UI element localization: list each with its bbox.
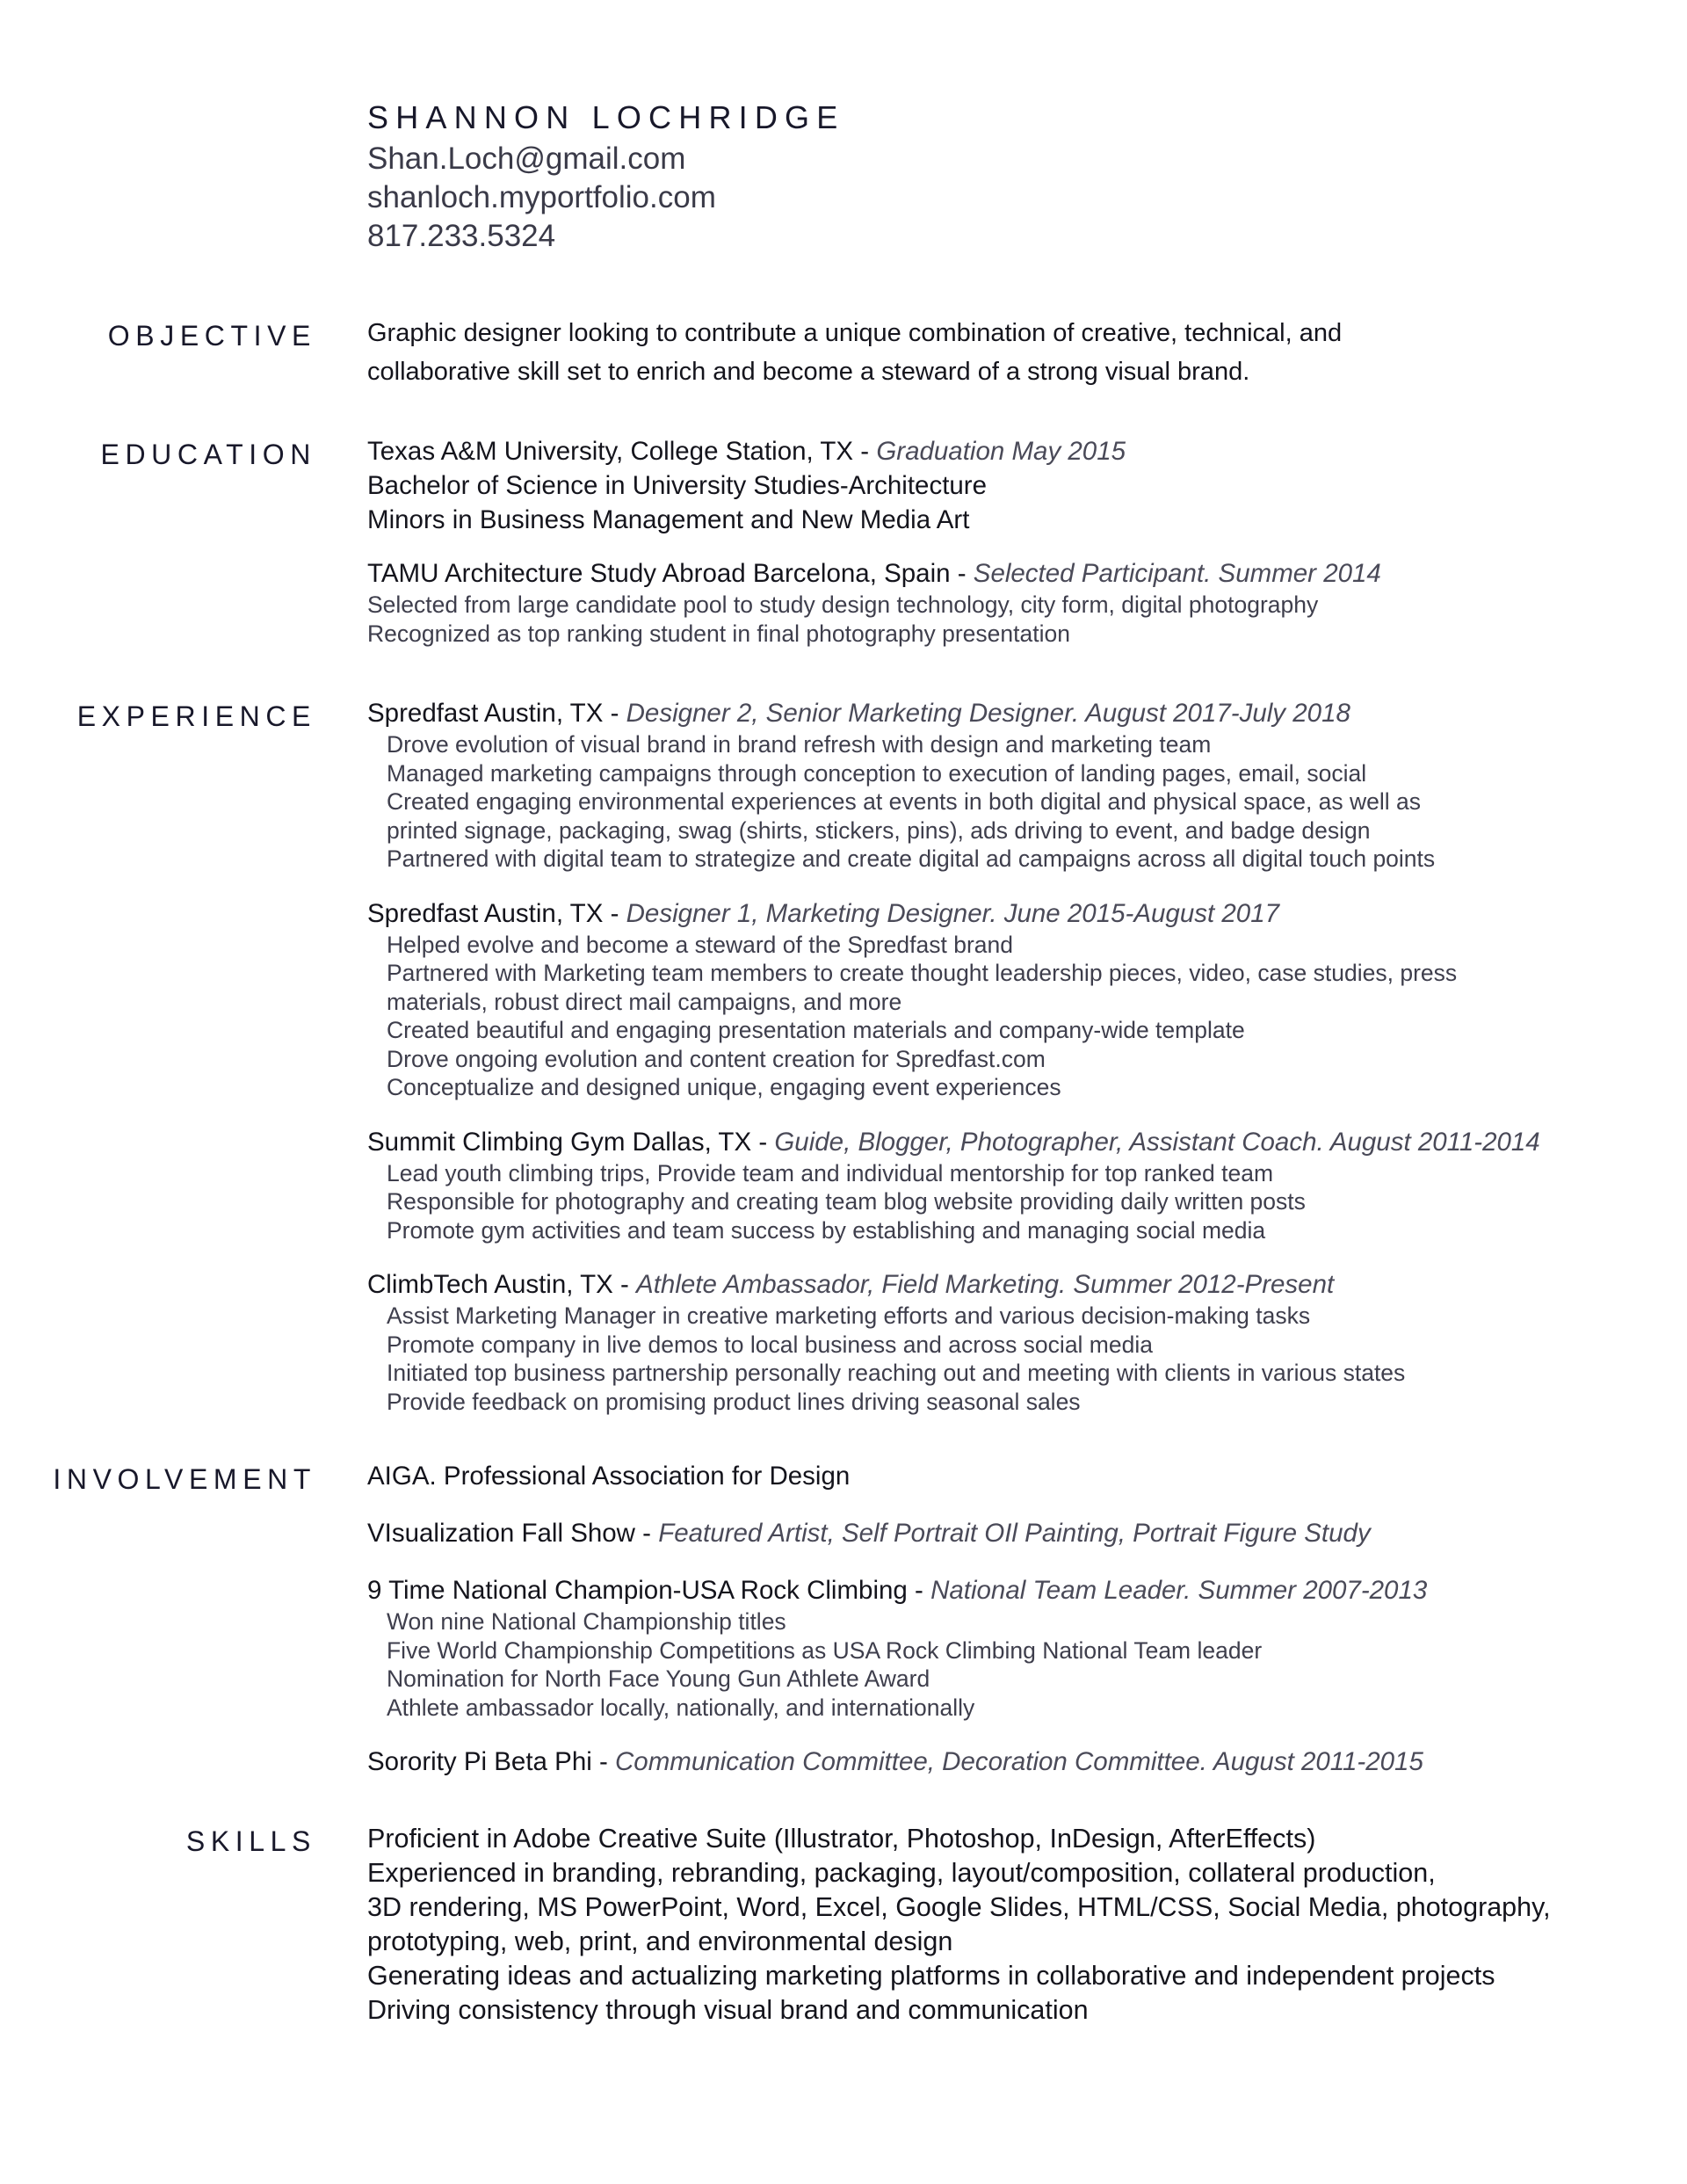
entry-org: Texas A&M University, College Station, TX - [367,437,877,466]
entry-role: National Team Leader. Summer 2007-2013 [930,1576,1428,1605]
phone-number: 817.233.5324 [367,219,556,253]
entry-bullet: Drove ongoing evolution and content creation for Spredfast.com [387,1045,1046,1072]
entry-role: Designer 2, Senior Marketing Designer. August 2017-July 2018 [626,699,1350,728]
entry-role: Athlete Ambassador, Field Marketing. Summer 2012-Present [636,1270,1335,1299]
entry-org: Spredfast Austin, TX - [367,898,626,928]
involvement-entry [367,1459,1536,1493]
involvement-heading: INVOLVEMENT [53,1463,316,1495]
entry-bullet: Responsible for photography and creating team blog website providing daily written posts [387,1188,1306,1215]
experience-entry [367,896,1536,1102]
education-heading: EDUCATION [100,439,316,470]
experience-entry [367,696,1536,874]
entry-role: Guide, Blogger, Photographer, Assistant Coach. August 2011-2014 [774,1127,1540,1157]
entry-bullet: Five World Championship Competitions as USA Rock Climbing National Team leader [387,1636,1263,1664]
entry-title [367,696,1536,730]
entry-bullet: Managed marketing campaigns through conception to execution of landing pages, email, social [387,759,1367,787]
entry-org: Spredfast Austin, TX - [367,699,626,728]
entry-role: Selected Participant. Summer 2014 [973,559,1381,588]
experience-body [367,696,1540,1439]
education-entry [367,434,1536,537]
entry-bullet: Helped evolve and become a steward of the Spredfast brand [387,931,1014,958]
involvement-body [367,1459,1536,1802]
entry-title [367,1516,1536,1550]
education-body [367,434,1536,671]
entry-title: AIGA. Professional Association for Design [367,1462,851,1491]
entry-bullet: Created engaging environmental experiences at events in both digital and physical space, as well as [387,788,1422,815]
entry-title [367,896,1536,931]
entry-role: Designer 1, Marketing Designer. June 2015-August 2017 [626,898,1280,928]
objective-line: collaborative skill set to enrich and become a steward of a strong visual brand. [367,358,1250,386]
degree-line: Bachelor of Science in University Studies-Architecture [367,471,988,500]
skills-heading: SKILLS [185,1825,316,1857]
entry-bullet: Conceptualize and designed unique, engaging event experiences [387,1074,1061,1100]
involvement-entry [367,1745,1536,1779]
entry-detail: Recognized as top ranking student in final photography presentation [367,620,1070,647]
entry-bullet: materials, robust direct mail campaigns, and more [387,988,902,1015]
objective-heading: OBJECTIVE [107,320,316,352]
skill-line: Experienced in branding, rebranding, packaging, layout/composition, collateral production, [367,1858,1436,1888]
skill-line: Driving consistency through visual brand and communication [367,1995,1089,2025]
entry-org: Sorority Pi Beta Phi - [367,1747,615,1776]
entry-bullet: Assist Marketing Manager in creative marketing efforts and various decision-making tasks [387,1302,1311,1329]
entry-bullet: Promote company in live demos to local business and across social media [387,1331,1153,1358]
entry-title [367,1125,1540,1159]
minors-line: Minors in Business Management and New Media Art [367,505,970,534]
entry-title [367,1267,1536,1302]
entry-org: Summit Climbing Gym Dallas, TX - [367,1127,775,1157]
experience-entry [367,1125,1540,1245]
entry-detail: Selected from large candidate pool to study design technology, city form, digital photography [367,591,1319,618]
entry-bullet: Initiated top business partnership personally reaching out and meeting with clients in various states [387,1360,1406,1386]
involvement-entry [367,1516,1536,1550]
email-address: Shan.Loch@gmail.com [367,141,686,176]
skill-line: 3D rendering, MS PowerPoint, Word, Excel, Google Slides, HTML/CSS, Social Media, photography, [367,1892,1551,1922]
experience-heading: EXPERIENCE [76,700,316,732]
entry-title [367,556,1536,591]
entry-title [367,1573,1536,1607]
entry-org: 9 Time National Champion-USA Rock Climbing - [367,1576,931,1605]
entry-bullet: Promote gym activities and team success by establishing and managing social media [387,1216,1266,1244]
skill-line: Generating ideas and actualizing marketing platforms in collaborative and independent projects [367,1961,1495,1991]
entry-bullet: Created beautiful and engaging presentation materials and company-wide template [387,1017,1245,1043]
objective-body [367,314,1536,391]
entry-bullet: Partnered with Marketing team members to create thought leadership pieces, video, case studies, press [387,960,1458,986]
entry-bullet: printed signage, packaging, swag (shirts, stickers, pins), ads driving to event, and badge design [387,816,1371,844]
entry-bullet: Won nine National Championship titles [387,1608,786,1635]
involvement-entry [367,1573,1536,1722]
entry-bullet: Drove evolution of visual brand in brand refresh with design and marketing team [387,731,1212,758]
resume-header [367,98,844,256]
skill-line: Proficient in Adobe Creative Suite (Illustrator, Photoshop, InDesign, AfterEffects) [367,1824,1316,1854]
entry-role: Graduation May 2015 [876,437,1126,466]
applicant-name: SHANNON LOCHRIDGE [367,99,845,135]
entry-bullet: Nomination for North Face Young Gun Athlete Award [387,1665,930,1692]
entry-org: VIsualization Fall Show - [367,1519,659,1548]
entry-title [367,434,1536,468]
entry-bullet: Athlete ambassador locally, nationally, and internationally [387,1694,975,1721]
entry-title [367,1745,1536,1779]
education-entry [367,556,1536,648]
entry-role: Featured Artist, Self Portrait OIl Painting, Portrait Figure Study [658,1519,1371,1548]
portfolio-website: shanloch.myportfolio.com [367,180,716,214]
entry-role: Communication Committee, Decoration Committee. August 2011-2015 [615,1747,1423,1776]
entry-org: TAMU Architecture Study Abroad Barcelona, Spain - [367,559,974,588]
objective-line: Graphic designer looking to contribute a unique combination of creative, technical, and [367,319,1343,347]
experience-entry [367,1267,1536,1416]
skill-line: prototyping, web, print, and environmental design [367,1926,953,1956]
entry-bullet: Partnered with digital team to strategize and create digital ad campaigns across all digital touch points [387,845,1436,872]
entry-bullet: Provide feedback on promising product lines driving seasonal sales [387,1388,1081,1415]
entry-org: ClimbTech Austin, TX - [367,1270,637,1299]
skills-body [367,1822,1551,2028]
entry-bullet: Lead youth climbing trips, Provide team and individual mentorship for top ranked team [387,1159,1274,1186]
